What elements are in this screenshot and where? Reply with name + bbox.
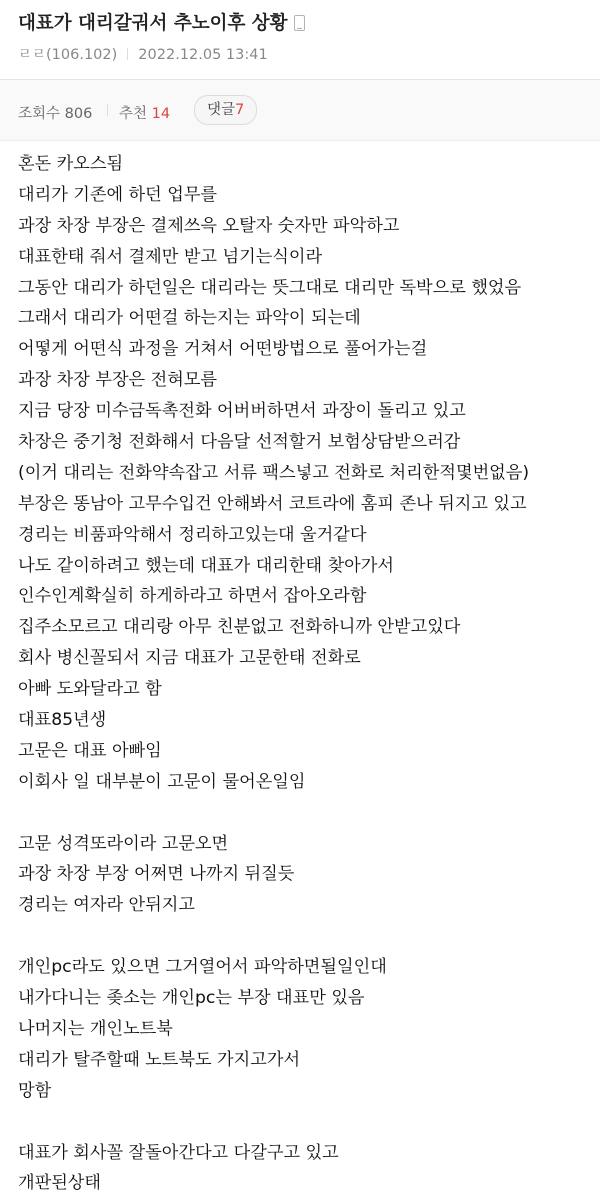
meta-divider <box>127 48 128 60</box>
body-text-line <box>18 1107 593 1138</box>
body-text-line: 아빠 도와달라고 함 <box>18 679 162 700</box>
comment-count-value: 7 <box>235 102 245 118</box>
body-text-line: 경리는 여자라 안뒤지고 <box>18 895 195 916</box>
post-stats-bar <box>0 80 600 140</box>
stats-divider <box>107 104 108 116</box>
body-text-line: 망함 <box>18 1080 52 1101</box>
body-text-line: 개판된상태 <box>18 1173 102 1194</box>
body-text-line: (이거 대리는 전화약속잡고 서류 팩스넣고 전화로 처리한적몇번없음) <box>18 462 530 483</box>
body-text-line: 지금 당장 미수금독촉전화 어버버하면서 과장이 돌리고 있고 <box>18 401 466 422</box>
mobile-icon <box>294 15 305 31</box>
author-name[interactable]: ㄹㄹ(106.102) <box>18 47 118 63</box>
comment-count-button[interactable] <box>194 95 257 125</box>
body-text-line: 고문은 대표 아빠임 <box>18 740 162 761</box>
body-text-line: 대표85년생 <box>18 710 107 731</box>
body-text-line: 개인pc라도 있으면 그거열어서 파악하면될일인대 <box>18 957 387 978</box>
body-text-line: 과장 차장 부장은 전혀모름 <box>18 370 218 391</box>
like-count-label: 추천 <box>119 106 148 122</box>
body-text-line: 집주소모르고 대리랑 아무 친분없고 전화하니까 안받고있다 <box>18 617 461 638</box>
view-count <box>18 102 92 123</box>
post-title-text: 대표가 대리갈궈서 추노이후 상황 <box>18 13 288 34</box>
body-text-line: 회사 병신꼴되서 지금 대표가 고문한태 전화로 <box>18 648 361 669</box>
body-text-line: 과장 차장 부장은 결제쓰윽 오탈자 숫자만 파악하고 <box>18 215 400 236</box>
body-text-line: 대표한태 줘서 결제만 받고 넘기는식이라 <box>18 246 323 267</box>
comment-count-label: 댓글 <box>207 102 236 118</box>
body-text-line: 혼돈 카오스됨 <box>18 154 124 174</box>
body-text-line: 대리가 탈주할때 노트북도 가지고가서 <box>18 1049 301 1070</box>
body-text-line: 대리가 기존에 하던 업무를 <box>18 184 218 205</box>
body-text-line: 그동안 대리가 하던일은 대리라는 뜻그대로 대리만 독박으로 했었음 <box>18 277 522 298</box>
body-text-line: 부장은 똥남아 고무수입건 안해봐서 코트라에 홈피 존나 뒤지고 있고 <box>18 493 527 514</box>
body-text-line: 대표가 회사꼴 잘돌아간다고 다갈구고 있고 <box>18 1142 339 1163</box>
post-title <box>18 9 305 35</box>
body-text-line: 차장은 중기청 전화해서 다음달 선적할거 보험상담받으러감 <box>18 432 461 453</box>
body-text-line: 그래서 대리가 어떤걸 하는지는 파악이 되는데 <box>18 308 361 329</box>
stats-bottom-divider <box>0 140 600 141</box>
body-text-line <box>18 798 593 829</box>
body-text-line: 경리는 비품파악해서 정리하고있는대 울거같다 <box>18 524 367 545</box>
view-count-label: 조회수 <box>18 106 61 122</box>
body-text-line: 나머지는 개인노트북 <box>18 1018 173 1039</box>
post-body <box>18 149 593 1199</box>
body-text-line: 내가다니는 좆소는 개인pc는 부장 대표만 있음 <box>18 988 365 1009</box>
body-text-line: 나도 같이하려고 했는데 대표가 대리한태 찾아가서 <box>18 555 394 576</box>
body-text-line: 인수인계확실히 하게하라고 하면서 잡아오라함 <box>18 586 367 607</box>
like-count <box>119 102 170 123</box>
body-text-line <box>18 921 593 952</box>
view-count-value: 806 <box>64 106 93 122</box>
post-datetime: 2022.12.05 13:41 <box>138 47 268 63</box>
body-text-line: 어떻게 어떤식 과정을 거쳐서 어떤방법으로 풀어가는걸 <box>18 339 428 360</box>
body-text-line: 과장 차장 부장 어쩌면 나까지 뒤질듯 <box>18 864 295 885</box>
body-text-line: 이회사 일 대부분이 고문이 물어온일임 <box>18 771 306 792</box>
post-meta <box>18 43 268 64</box>
like-count-value: 14 <box>151 106 171 122</box>
body-text-line: 고문 성격또라이라 고문오면 <box>18 833 229 854</box>
